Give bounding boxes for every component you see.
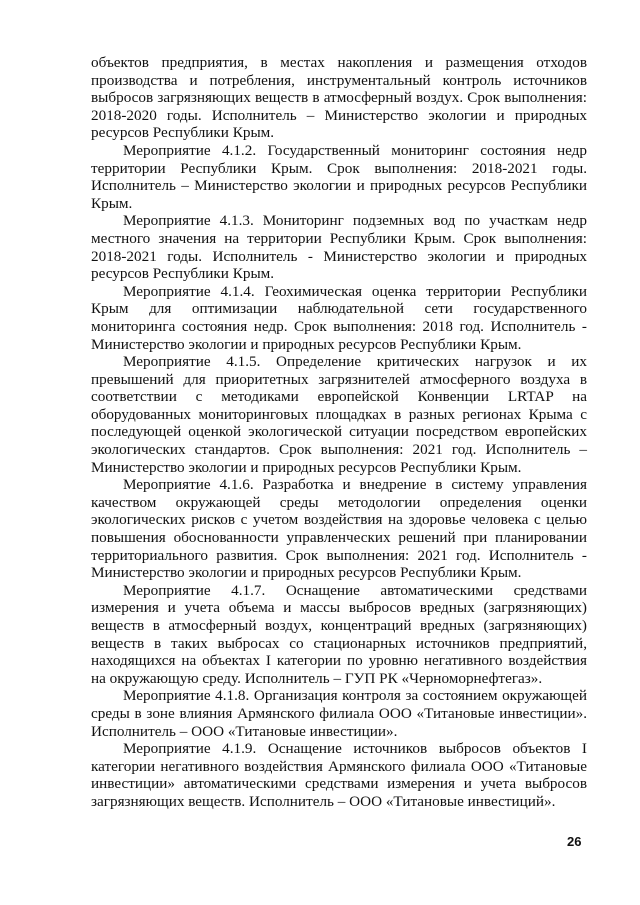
paragraph-continuation: объектов предприятия, в местах накопления и размещения отходов производства и потребления, инструментальный контроль источников выбросов загрязняющих веществ в атмосферный воздух. Срок выполнения: 2018-2020 годы. Исполнитель – Министерство экологии и природных ресурсов Республики Крым. (91, 54, 587, 142)
paragraph-measure-4-1-3: Мероприятие 4.1.3. Мониторинг подземных вод по участкам недр местного значения на территории Республики Крым. Срок выполнения: 2018-2021 годы. Исполнитель - Министерство экологии и природных ресурсов Республики Крым. (91, 212, 587, 283)
paragraph-measure-4-1-9: Мероприятие 4.1.9. Оснащение источников выбросов объектов I категории негативного воздействия Армянского филиала ООО «Титановые инвестиции» автоматическими средствами измерения и учета выбросов загрязняющих веществ. Исполнитель – ООО «Титановые инвестиций». (91, 740, 587, 810)
page-number: 26 (567, 834, 582, 849)
paragraph-measure-4-1-5: Мероприятие 4.1.5. Определение критических нагрузок и их превышений для приоритетных загрязнителей атмосферного воздуха в соответствии с методиками европейской Конвенции LRTAP на оборудованных мониторинговых площадках в разных регионах Крыма с последующей оценкой экологической ситуации посредством европейских экологических стандартов. Срок выполнения: 2021 год. Исполнитель – Министерство экологии и природных ресурсов Республики Крым. (91, 353, 587, 476)
paragraph-measure-4-1-6: Мероприятие 4.1.6. Разработка и внедрение в систему управления качеством окружающей среды методологии определения оценки экологических рисков с учетом воздействия на здоровье человека с целью повышения обоснованности управленческих решений при планировании территориального развития. Срок выполнения: 2021 год. Исполнитель - Министерство экологии и природных ресурсов Республики Крым. (91, 476, 587, 582)
document-body (91, 54, 587, 811)
paragraph-measure-4-1-7: Мероприятие 4.1.7. Оснащение автоматическими средствами измерения и учета объема и массы выбросов вредных (загрязняющих) веществ в атмосферный воздух, концентраций вредных (загрязняющих) веществ в таких выбросах со стационарных источников предприятий, находящихся на объектах I категории по уровню негативного воздействия на окружающую среду. Исполнитель – ГУП РК «Черноморнефтегаз». (91, 581, 587, 687)
paragraph-measure-4-1-2: Мероприятие 4.1.2. Государственный мониторинг состояния недр территории Республики Крым. Срок выполнения: 2018-2021 годы. Исполнитель – Министерство экологии и природных ресурсов Республики Крым. (91, 141, 587, 212)
paragraph-measure-4-1-8: Мероприятие 4.1.8. Организация контроля за состоянием окружающей среды в зоне влияния Армянского филиала ООО «Титановые инвестиции». Исполнитель – ООО «Титановые инвестиции». (91, 687, 587, 740)
paragraph-measure-4-1-4: Мероприятие 4.1.4. Геохимическая оценка территории Республики Крым для оптимизации наблюдательной сети государственного мониторинга состояния недр. Срок выполнения: 2018 год. Исполнитель - Министерство экологии и природных ресурсов Республики Крым. (91, 282, 587, 353)
